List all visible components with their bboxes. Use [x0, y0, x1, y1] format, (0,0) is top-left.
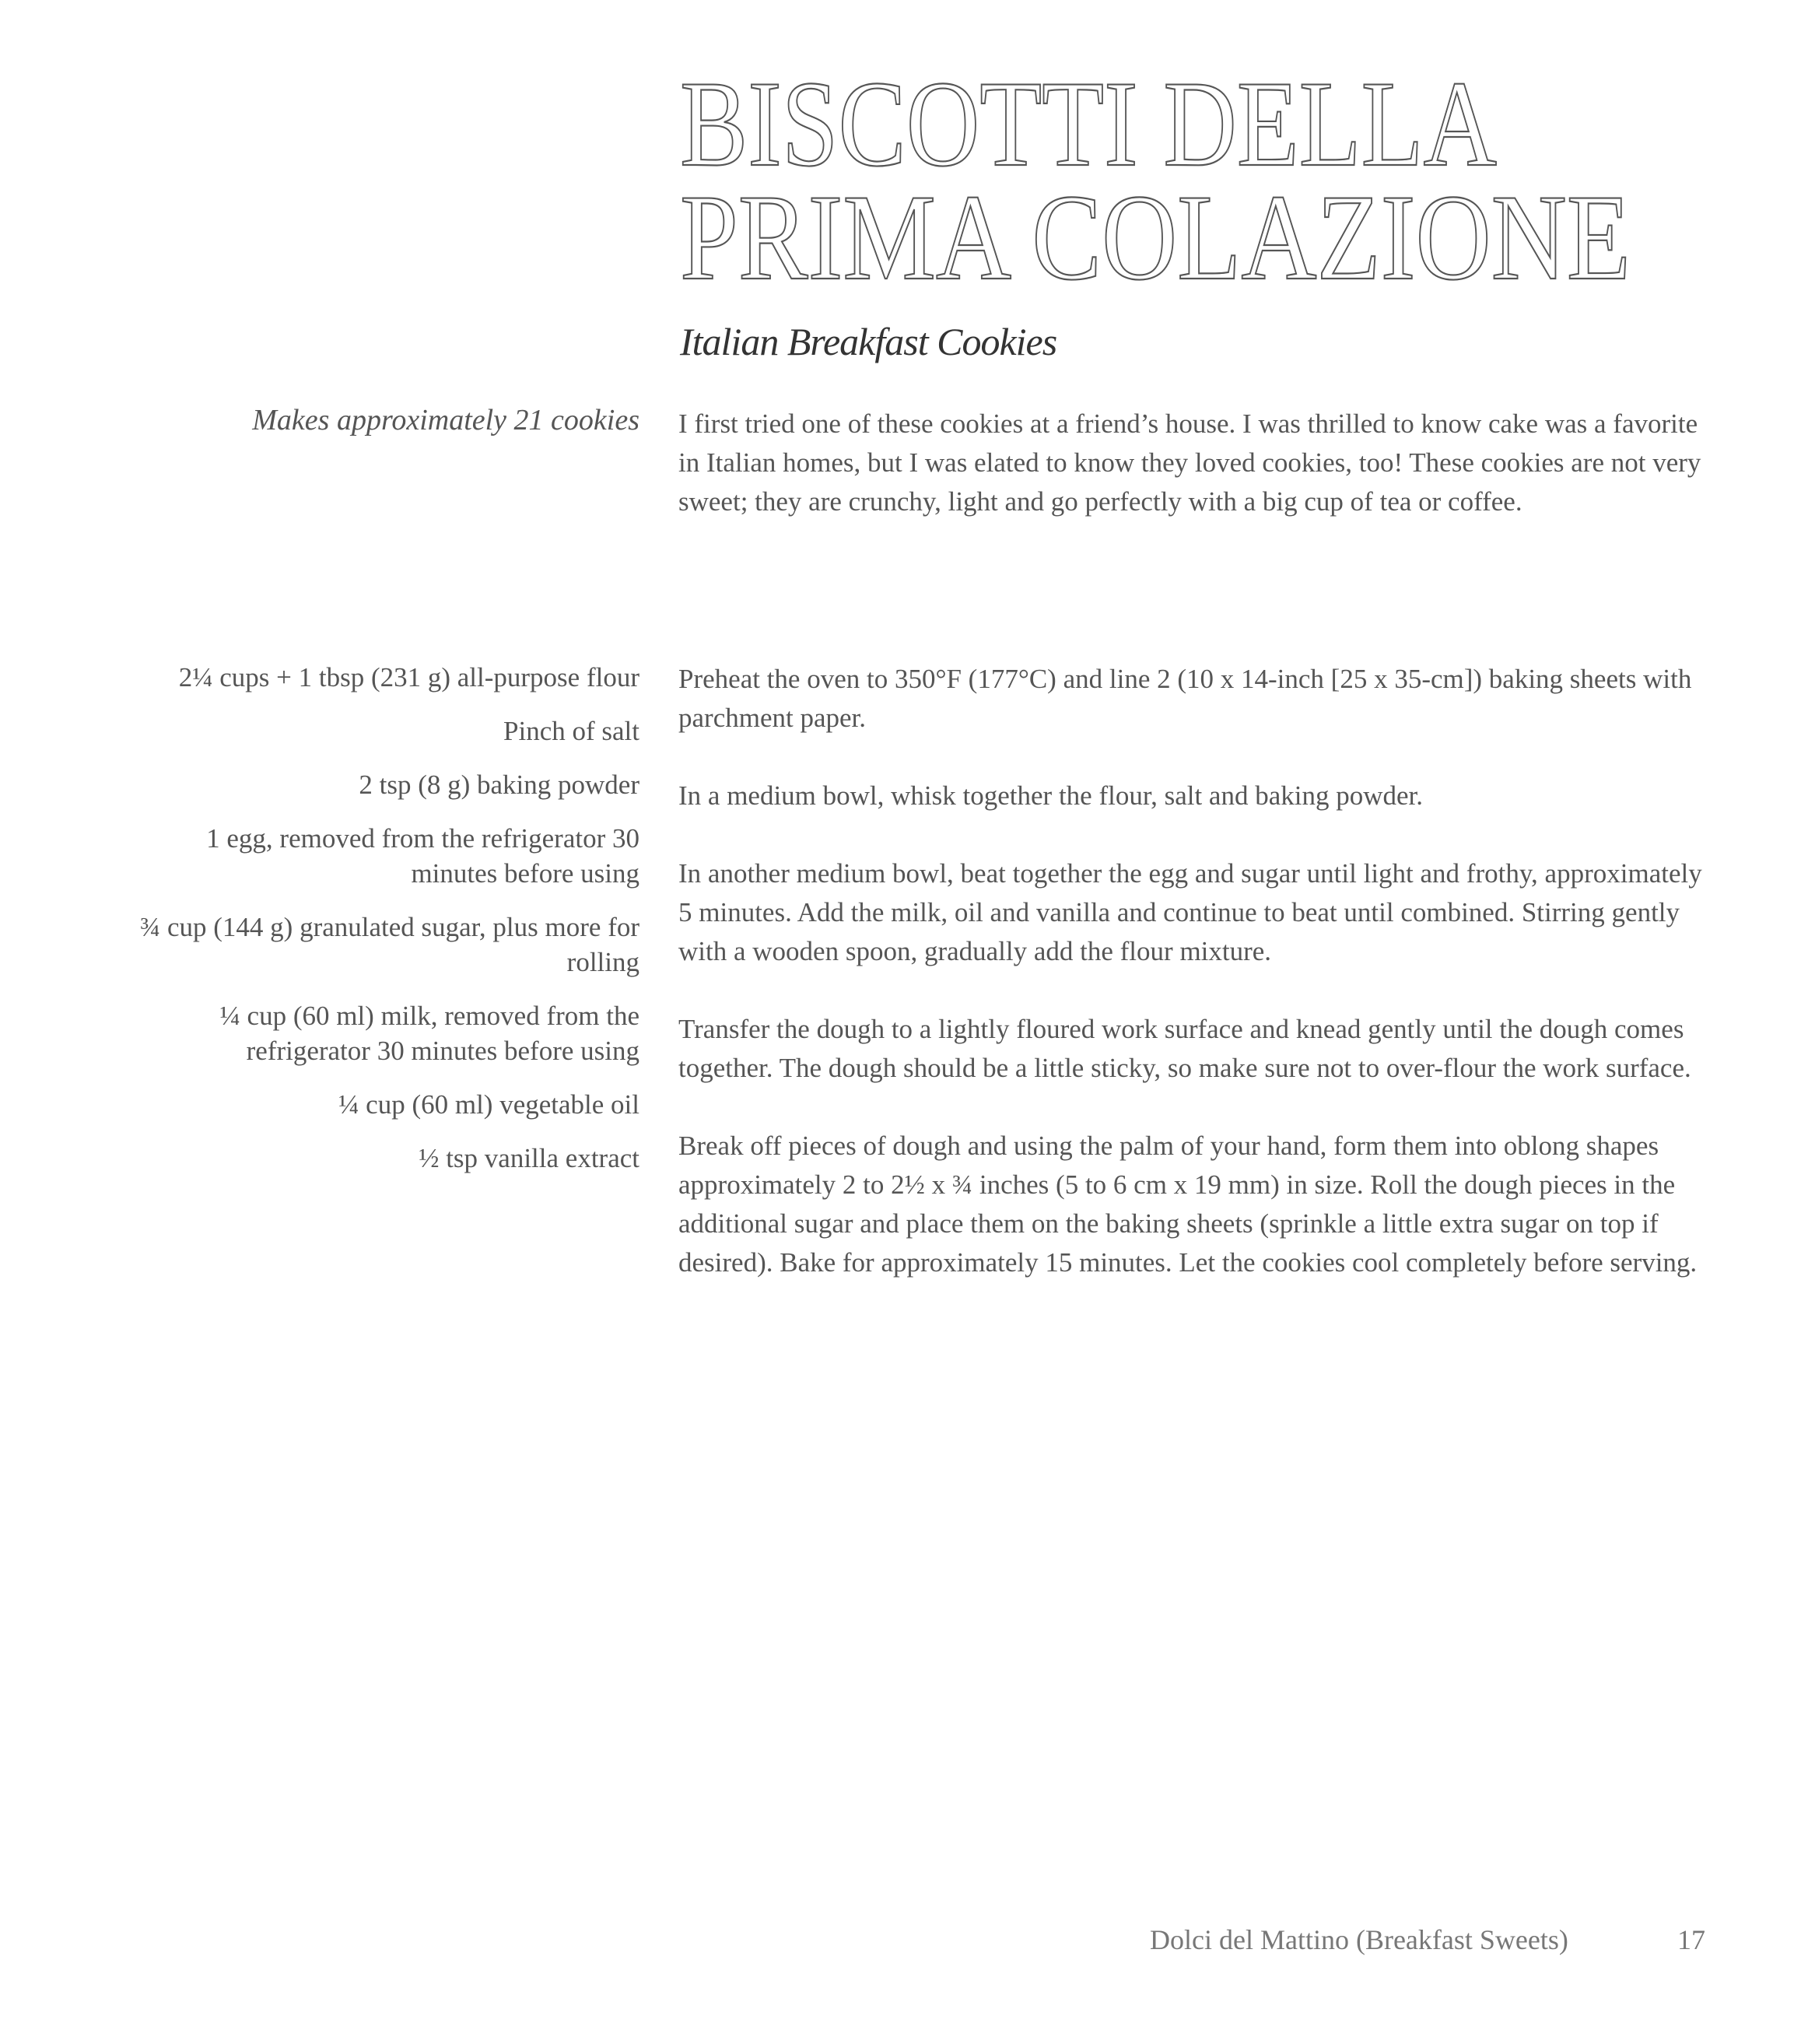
recipe-subtitle: Italian Breakfast Cookies [680, 320, 1057, 363]
ingredient-item: ¼ cup (60 ml) vegetable oil [338, 1089, 639, 1120]
ingredient-item: ½ tsp vanilla extract [419, 1143, 639, 1173]
running-footer: Dolci del Mattino (Breakfast Sweets) [1150, 1924, 1568, 1955]
title-line-1: BISCOTTI DELLA [680, 56, 1497, 192]
method-step: Transfer the dough to a lightly floured work surface and knead gently until the dough comes together. The dough should be a little sticky, so make sure not to over-flour the work surface. [678, 1014, 1691, 1083]
method-step: Preheat the oven to 350°F (177°C) and line 2 (10 x 14-inch [25 x 35-cm]) baking sheets with parchment paper. [678, 664, 1692, 733]
recipe-title [677, 56, 1642, 306]
recipe-yield: Makes approximately 21 cookies [252, 404, 639, 436]
ingredient-item: ¾ cup (144 g) granulated sugar, plus more for rolling [139, 912, 639, 977]
ingredient-item: ¼ cup (60 ml) milk, removed from the refrigerator 30 minutes before using [219, 1001, 639, 1066]
ingredient-list [132, 660, 639, 1194]
ingredient-item: Pinch of salt [503, 716, 639, 746]
ingredient-item: 1 egg, removed from the refrigerator 30 minutes before using [206, 823, 639, 889]
method-step: Break off pieces of dough and using the palm of your hand, form them into oblong shapes approximately 2 to 2½ x ¾ inches (5 to 6 cm x 19 mm) in size. Roll the dough pieces in the additional sugar and place them on the baking sheets (sprinkle a little extra sugar on top if desired). Bake for approximately 15 minutes. Let the cookies cool completely before serving. [678, 1131, 1698, 1278]
ingredient-item: 2 tsp (8 g) baking powder [359, 770, 639, 800]
title-line-2: PRIMA COLAZIONE [680, 170, 1631, 306]
recipe-intro: I first tried one of these cookies at a friend’s house. I was thrilled to know cake was a favorite in Italian homes, but I was elated to know they loved cookies, too! These cookies are not very sweet; they are crunchy, light and go perfectly with a big cup of tea or coffee. [678, 408, 1701, 517]
method-step: In a medium bowl, whisk together the flour, salt and baking powder. [678, 780, 1424, 811]
page-number: 17 [1677, 1924, 1705, 1955]
method-step: In another medium bowl, beat together the egg and sugar until light and frothy, approximately 5 minutes. Add the milk, oil and vanilla and continue to beat until combined. Stirring gently with a wooden spoon, gradually add the flour mixture. [678, 858, 1702, 966]
ingredient-item: 2¼ cups + 1 tbsp (231 g) all-purpose flour [178, 662, 639, 692]
method-steps [678, 660, 1713, 1321]
